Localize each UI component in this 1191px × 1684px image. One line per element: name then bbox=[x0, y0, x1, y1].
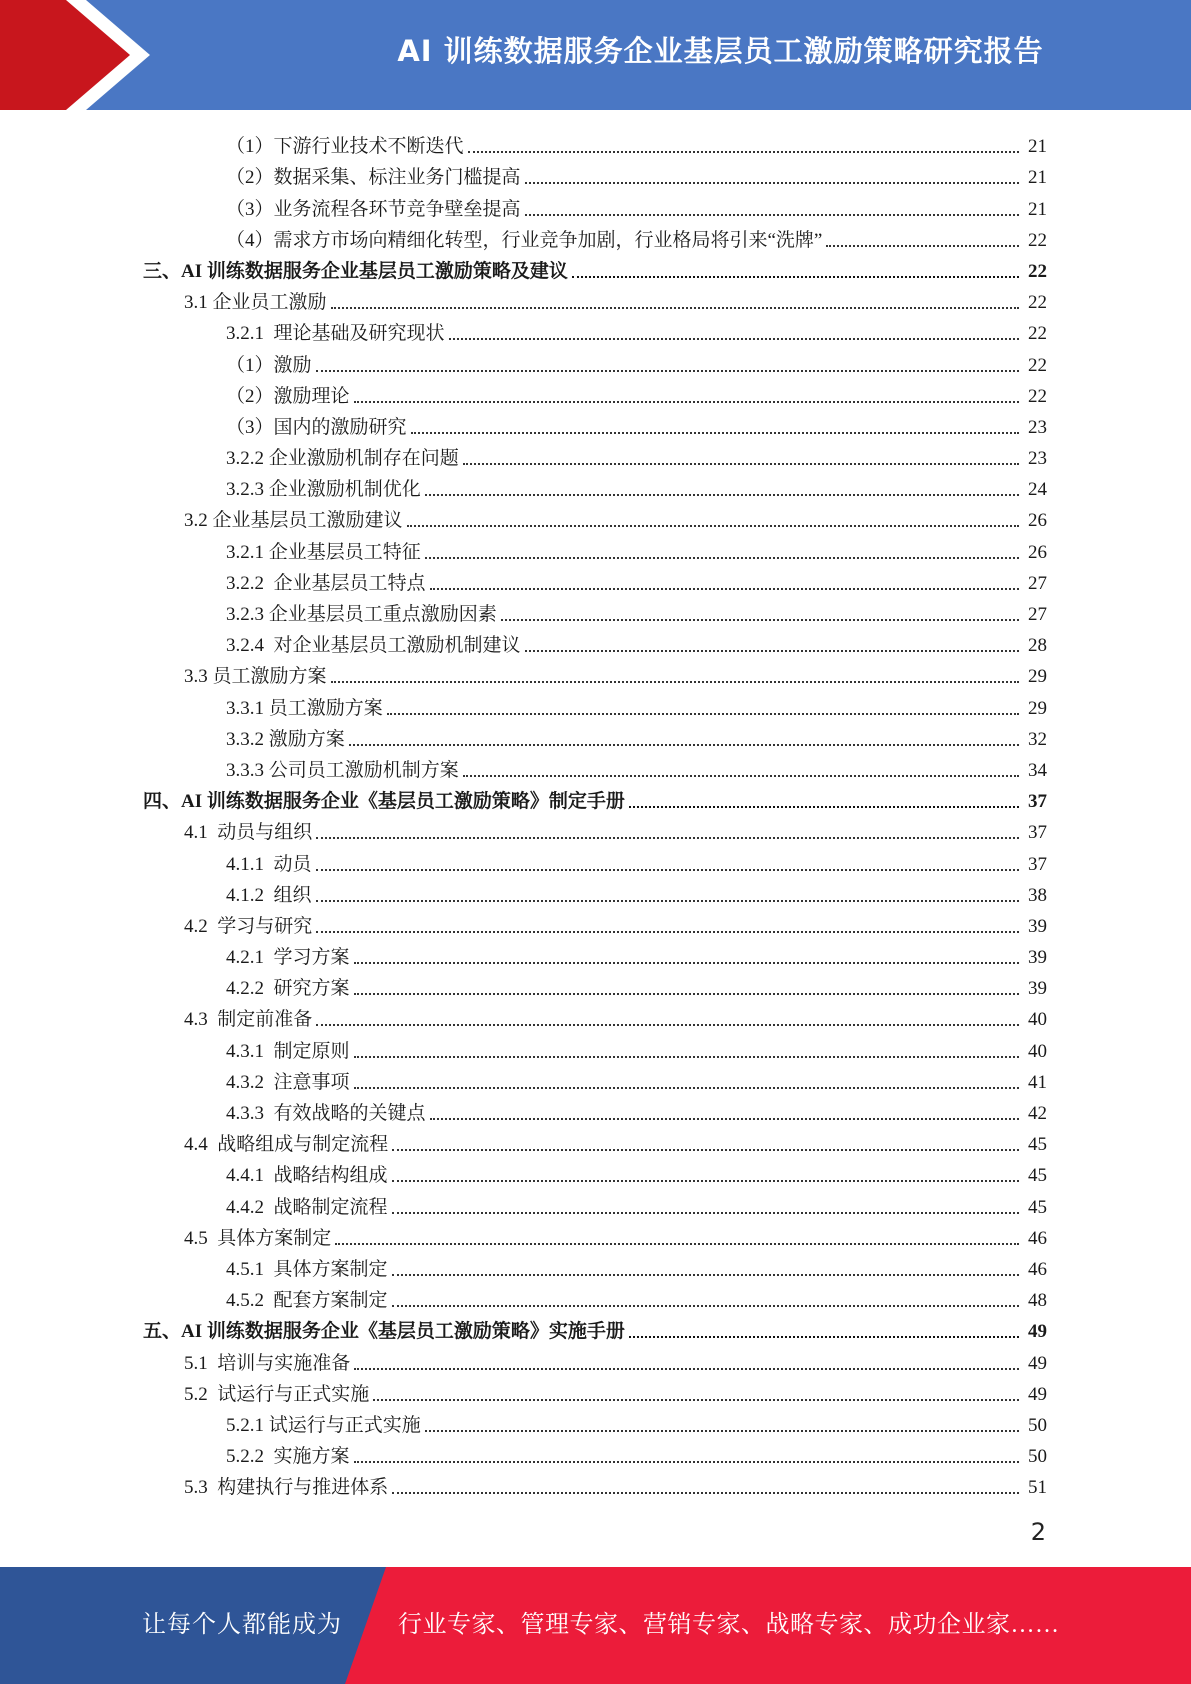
toc-entry-page: 50 bbox=[1028, 1446, 1047, 1468]
toc-entry-label: 3.3 员工激励方案 bbox=[184, 666, 327, 688]
toc-entry[interactable] bbox=[0, 158, 1191, 189]
toc-entry[interactable] bbox=[0, 345, 1191, 376]
toc-entry-label: 5.3 构建执行与推进体系 bbox=[184, 1477, 389, 1499]
toc-entry-page: 22 bbox=[1028, 292, 1047, 314]
toc-entry[interactable] bbox=[0, 1031, 1191, 1062]
toc-dot-leader bbox=[425, 556, 1019, 559]
page-footer bbox=[0, 1567, 1191, 1684]
toc-entry[interactable] bbox=[0, 1250, 1191, 1281]
toc-dot-leader bbox=[354, 1460, 1019, 1463]
toc-entry[interactable] bbox=[0, 1063, 1191, 1094]
toc-entry[interactable] bbox=[0, 595, 1191, 626]
toc-entry-page: 48 bbox=[1028, 1290, 1047, 1312]
toc-entry-page: 27 bbox=[1028, 572, 1047, 594]
toc-entry-page: 37 bbox=[1028, 822, 1047, 844]
toc-entry[interactable] bbox=[0, 1094, 1191, 1125]
toc-entry-label: 3.2.3 企业激励机制优化 bbox=[226, 479, 421, 501]
toc-dot-leader bbox=[354, 400, 1019, 403]
toc-entry-label: 五、AI 训练数据服务企业《基层员工激励策略》实施手册 bbox=[143, 1321, 625, 1343]
toc-entry-label: 4.5.1 具体方案制定 bbox=[226, 1258, 388, 1280]
toc-entry-page: 28 bbox=[1028, 635, 1047, 657]
toc-entry-page: 37 bbox=[1028, 791, 1047, 813]
toc-entry-page: 26 bbox=[1028, 510, 1047, 532]
toc-entry-label: 5.2 试运行与正式实施 bbox=[184, 1383, 370, 1405]
toc-entry[interactable] bbox=[0, 221, 1191, 252]
toc-entry-page: 45 bbox=[1028, 1165, 1047, 1187]
toc-entry-page: 42 bbox=[1028, 1103, 1047, 1124]
toc-entry-page: 49 bbox=[1028, 1383, 1047, 1405]
toc-dot-leader bbox=[826, 244, 1019, 247]
toc-entry-label: 3.2.3 企业基层员工重点激励因素 bbox=[226, 604, 497, 625]
toc-entry-label: 4.2 学习与研究 bbox=[184, 915, 313, 937]
toc-entry-page: 49 bbox=[1028, 1352, 1047, 1374]
toc-dot-leader bbox=[463, 774, 1019, 777]
toc-entry-page: 29 bbox=[1028, 666, 1047, 688]
toc-entry-label: 4.3 制定前准备 bbox=[184, 1009, 313, 1031]
toc-entry-label: 5.2.2 实施方案 bbox=[226, 1446, 350, 1468]
toc-entry[interactable] bbox=[0, 844, 1191, 875]
toc-entry-page: 46 bbox=[1028, 1227, 1047, 1249]
toc-dot-leader bbox=[430, 1117, 1019, 1120]
toc-entry[interactable] bbox=[0, 876, 1191, 907]
toc-entry-page: 46 bbox=[1028, 1258, 1047, 1280]
page-number: 2 bbox=[1030, 1518, 1046, 1546]
toc-entry-page: 21 bbox=[1028, 136, 1047, 158]
toc-entry-label: 四、AI 训练数据服务企业《基层员工激励策略》制定手册 bbox=[143, 791, 625, 813]
toc-dot-leader bbox=[354, 961, 1019, 964]
toc-entry[interactable] bbox=[0, 1000, 1191, 1031]
toc-entry[interactable] bbox=[0, 189, 1191, 220]
toc-entry-label: 4.1.2 组织 bbox=[226, 884, 312, 906]
toc-entry[interactable] bbox=[0, 1125, 1191, 1156]
toc-entry-page: 38 bbox=[1028, 884, 1047, 906]
toc-entry[interactable] bbox=[0, 1156, 1191, 1187]
toc-entry-label: （2）数据采集、标注业务门槛提高 bbox=[226, 167, 521, 189]
toc-entry-page: 22 bbox=[1028, 229, 1047, 251]
toc-entry[interactable] bbox=[0, 938, 1191, 969]
toc-dot-leader bbox=[331, 306, 1019, 309]
toc-entry-page: 22 bbox=[1028, 323, 1047, 345]
toc-entry-page: 39 bbox=[1028, 915, 1047, 937]
toc-entry-page: 26 bbox=[1028, 541, 1047, 563]
toc-entry-page: 27 bbox=[1028, 604, 1047, 625]
toc-dot-leader bbox=[449, 337, 1019, 340]
toc-entry-label: （3）国内的激励研究 bbox=[226, 416, 407, 438]
toc-entry-page: 50 bbox=[1028, 1414, 1047, 1436]
toc-entry[interactable] bbox=[0, 688, 1191, 719]
toc-dot-leader bbox=[407, 524, 1019, 527]
toc-entry[interactable] bbox=[0, 1375, 1191, 1406]
toc-entry[interactable] bbox=[0, 377, 1191, 408]
toc-entry-label: 3.3.3 公司员工激励机制方案 bbox=[226, 759, 459, 781]
toc-entry[interactable] bbox=[0, 907, 1191, 938]
toc-dot-leader bbox=[392, 1491, 1019, 1494]
toc-entry[interactable] bbox=[0, 127, 1191, 158]
toc-entry-page: 34 bbox=[1028, 759, 1047, 781]
footer-slogan-left: 让每个人都能成为 bbox=[142, 1612, 342, 1638]
page-header bbox=[0, 0, 1191, 110]
toc-entry-page: 22 bbox=[1028, 260, 1047, 282]
toc-entry-page: 23 bbox=[1028, 416, 1047, 438]
toc-entry[interactable] bbox=[0, 283, 1191, 314]
toc-entry-page: 40 bbox=[1028, 1009, 1047, 1031]
toc-dot-leader bbox=[629, 805, 1019, 808]
toc-entry-page: 49 bbox=[1028, 1321, 1047, 1343]
toc-entry-label: 三、AI 训练数据服务企业基层员工激励策略及建议 bbox=[143, 260, 568, 282]
toc-dot-leader bbox=[335, 1242, 1019, 1245]
toc-dot-leader bbox=[463, 462, 1019, 465]
toc-entry-label: 3.2.4 对企业基层员工激励机制建议 bbox=[226, 635, 521, 657]
toc-dot-leader bbox=[392, 1304, 1019, 1307]
toc-entry[interactable] bbox=[0, 1437, 1191, 1468]
toc-dot-leader bbox=[316, 369, 1019, 372]
toc-entry[interactable] bbox=[0, 751, 1191, 782]
toc-dot-leader bbox=[354, 1055, 1019, 1058]
toc-dot-leader bbox=[316, 899, 1019, 902]
table-of-contents bbox=[0, 127, 1191, 1499]
toc-entry-label: （1）激励 bbox=[226, 354, 312, 376]
toc-entry-label: 4.4.2 战略制定流程 bbox=[226, 1196, 388, 1218]
toc-entry-label: 4.3.3 有效战略的关键点 bbox=[226, 1103, 426, 1124]
report-title: AI 训练数据服务企业基层员工激励策略研究报告 bbox=[397, 34, 1044, 68]
toc-entry[interactable] bbox=[0, 626, 1191, 657]
toc-dot-leader bbox=[316, 930, 1019, 933]
toc-entry-page: 22 bbox=[1028, 354, 1047, 376]
toc-entry[interactable] bbox=[0, 813, 1191, 844]
toc-entry-label: 5.1 培训与实施准备 bbox=[184, 1352, 351, 1374]
toc-dot-leader bbox=[392, 1273, 1019, 1276]
toc-dot-leader bbox=[316, 1023, 1019, 1026]
toc-entry-label: 3.2.2 企业激励机制存在问题 bbox=[226, 448, 459, 470]
toc-entry-label: 3.3.1 员工激励方案 bbox=[226, 697, 383, 719]
toc-entry-page: 21 bbox=[1028, 167, 1047, 189]
toc-dot-leader bbox=[392, 1148, 1019, 1151]
toc-dot-leader bbox=[354, 1367, 1019, 1370]
toc-entry-label: 3.2.2 企业基层员工特点 bbox=[226, 572, 426, 594]
toc-entry-page: 21 bbox=[1028, 198, 1047, 220]
toc-entry-page: 22 bbox=[1028, 385, 1047, 407]
toc-entry[interactable] bbox=[0, 314, 1191, 345]
toc-entry-page: 40 bbox=[1028, 1040, 1047, 1062]
toc-dot-leader bbox=[629, 1335, 1019, 1338]
toc-entry-label: 3.2.1 企业基层员工特征 bbox=[226, 541, 421, 563]
toc-entry[interactable] bbox=[0, 501, 1191, 532]
toc-entry[interactable] bbox=[0, 1281, 1191, 1312]
toc-dot-leader bbox=[425, 493, 1019, 496]
toc-dot-leader bbox=[349, 743, 1019, 746]
toc-dot-leader bbox=[392, 1179, 1019, 1182]
toc-entry-page: 23 bbox=[1028, 448, 1047, 470]
toc-entry-label: 4.2.2 研究方案 bbox=[226, 978, 350, 1000]
toc-entry-label: 3.2 企业基层员工激励建议 bbox=[184, 510, 403, 532]
toc-entry-page: 37 bbox=[1028, 853, 1047, 875]
toc-dot-leader bbox=[525, 181, 1019, 184]
toc-entry[interactable] bbox=[0, 532, 1191, 563]
toc-entry-page: 45 bbox=[1028, 1196, 1047, 1218]
toc-entry-label: 3.2.1 理论基础及研究现状 bbox=[226, 323, 445, 345]
toc-entry-page: 39 bbox=[1028, 947, 1047, 969]
toc-entry-label: 4.4 战略组成与制定流程 bbox=[184, 1134, 389, 1156]
toc-dot-leader bbox=[501, 618, 1019, 621]
toc-dot-leader bbox=[387, 712, 1019, 715]
toc-entry-page: 39 bbox=[1028, 978, 1047, 1000]
toc-dot-leader bbox=[373, 1398, 1019, 1401]
toc-dot-leader bbox=[331, 680, 1019, 683]
toc-entry-label: 4.2.1 学习方案 bbox=[226, 947, 350, 969]
toc-entry[interactable] bbox=[0, 969, 1191, 1000]
toc-dot-leader bbox=[354, 1086, 1019, 1089]
toc-entry-page: 32 bbox=[1028, 728, 1047, 750]
toc-entry[interactable] bbox=[0, 1187, 1191, 1218]
toc-entry-label: （2）激励理论 bbox=[226, 385, 350, 407]
footer-slogan-right: 行业专家、管理专家、营销专家、战略专家、成功企业家…… bbox=[398, 1612, 1060, 1638]
toc-entry-page: 24 bbox=[1028, 479, 1047, 501]
toc-entry[interactable] bbox=[0, 782, 1191, 813]
toc-entry-label: （1）下游行业技术不断迭代 bbox=[226, 136, 464, 158]
toc-entry[interactable] bbox=[0, 564, 1191, 595]
toc-entry-label: 3.3.2 激励方案 bbox=[226, 728, 345, 750]
toc-dot-leader bbox=[411, 431, 1019, 434]
toc-dot-leader bbox=[572, 275, 1019, 278]
toc-entry-page: 41 bbox=[1028, 1071, 1047, 1093]
toc-entry[interactable] bbox=[0, 470, 1191, 501]
toc-entry[interactable] bbox=[0, 720, 1191, 751]
toc-entry-label: （3）业务流程各环节竞争壁垒提高 bbox=[226, 198, 521, 220]
toc-dot-leader bbox=[316, 868, 1019, 871]
toc-entry[interactable] bbox=[0, 657, 1191, 688]
toc-entry-label: 4.5.2 配套方案制定 bbox=[226, 1290, 388, 1312]
toc-entry[interactable] bbox=[0, 252, 1191, 283]
toc-entry-label: 3.1 企业员工激励 bbox=[184, 292, 327, 314]
toc-dot-leader bbox=[430, 587, 1019, 590]
toc-entry-label: 4.5 具体方案制定 bbox=[184, 1227, 332, 1249]
toc-entry[interactable] bbox=[0, 408, 1191, 439]
toc-entry-label: 4.4.1 战略结构组成 bbox=[226, 1165, 388, 1187]
toc-entry-page: 45 bbox=[1028, 1134, 1047, 1156]
toc-entry[interactable] bbox=[0, 1343, 1191, 1374]
toc-dot-leader bbox=[425, 1429, 1019, 1432]
toc-entry-label: 4.3.2 注意事项 bbox=[226, 1071, 350, 1093]
toc-entry-label: （4）需求方市场向精细化转型，行业竞争加剧，行业格局将引来“洗牌” bbox=[226, 229, 823, 251]
toc-dot-leader bbox=[316, 836, 1019, 839]
toc-entry-label: 4.3.1 制定原则 bbox=[226, 1040, 350, 1062]
toc-entry-page: 29 bbox=[1028, 697, 1047, 719]
toc-entry[interactable] bbox=[0, 1219, 1191, 1250]
toc-dot-leader bbox=[525, 649, 1019, 652]
toc-entry[interactable] bbox=[0, 1406, 1191, 1437]
toc-entry[interactable] bbox=[0, 1312, 1191, 1343]
toc-entry[interactable] bbox=[0, 1468, 1191, 1499]
toc-dot-leader bbox=[354, 992, 1019, 995]
toc-entry-label: 5.2.1 试运行与正式实施 bbox=[226, 1414, 421, 1436]
toc-entry-page: 51 bbox=[1028, 1477, 1047, 1499]
toc-dot-leader bbox=[392, 1211, 1019, 1214]
toc-dot-leader bbox=[525, 213, 1019, 216]
toc-dot-leader bbox=[468, 150, 1019, 153]
toc-entry-label: 4.1 动员与组织 bbox=[184, 822, 313, 844]
toc-entry[interactable] bbox=[0, 439, 1191, 470]
toc-entry-label: 4.1.1 动员 bbox=[226, 853, 312, 875]
